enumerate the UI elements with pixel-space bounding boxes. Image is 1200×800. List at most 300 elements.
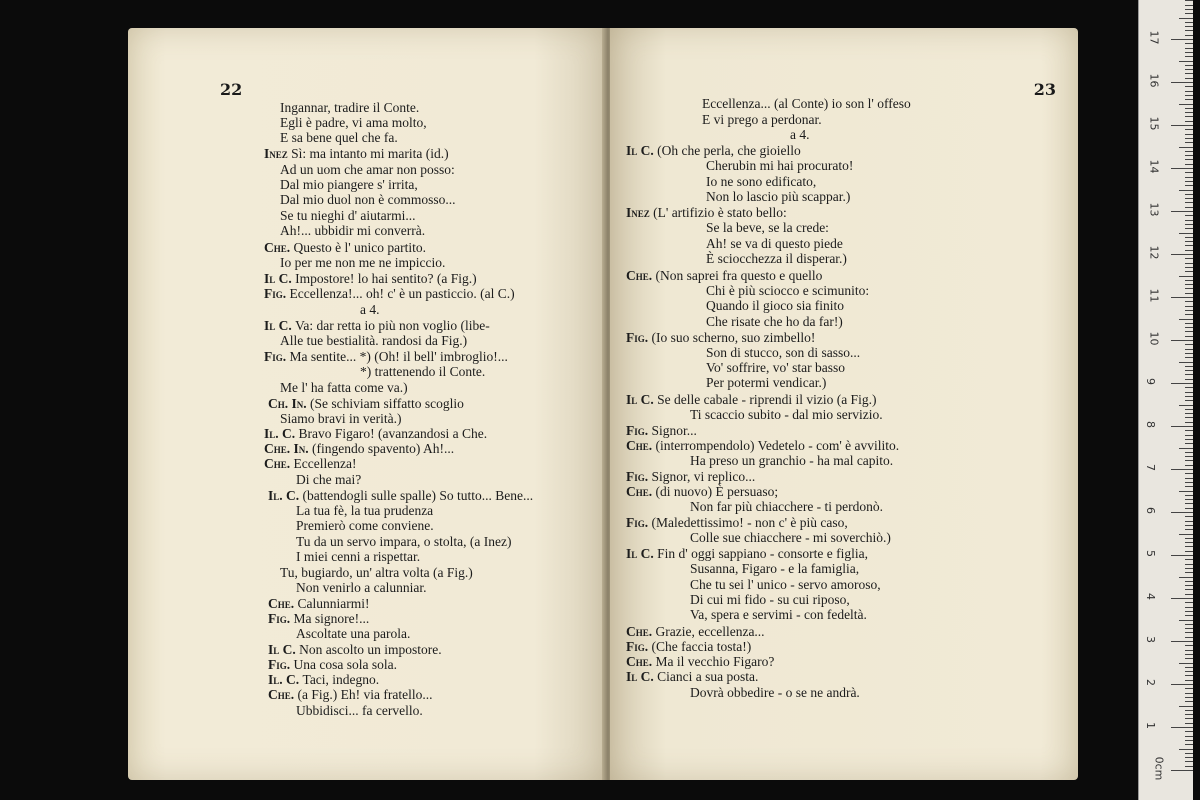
- line-text: Se la beve, se la crede:: [706, 220, 829, 235]
- line-text: E sa bene quel che fa.: [280, 130, 398, 145]
- speaker-label: Il C.: [264, 271, 296, 286]
- ruler-tick: [1185, 30, 1193, 31]
- line-text: Chi è più sciocco e scimunito:: [706, 283, 870, 298]
- left-page-line: [268, 672, 379, 687]
- speaker-label: Fig.: [268, 611, 294, 626]
- right-page-line: [690, 577, 881, 592]
- ruler-tick: [1185, 396, 1193, 397]
- ruler-tick: [1185, 112, 1193, 113]
- ruler-tick: [1185, 714, 1193, 715]
- right-page-line: [706, 375, 826, 390]
- ruler-tick: [1179, 319, 1193, 320]
- speaker-label: Fig.: [626, 330, 652, 345]
- ruler-number: 14: [1147, 159, 1161, 174]
- left-page-line: [360, 302, 380, 317]
- speaker-label: Che. In.: [264, 441, 313, 456]
- left-page-line: [280, 223, 425, 238]
- measuring-ruler: [1138, 0, 1193, 800]
- line-text: Ti scaccio subito - dal mio servizio.: [690, 407, 883, 422]
- line-text: Che tu sei l' unico - servo amoroso,: [690, 577, 881, 592]
- right-page-line: [626, 330, 815, 345]
- ruler-tick: [1185, 551, 1193, 552]
- ruler-tick: [1185, 602, 1193, 603]
- ruler-tick: [1185, 108, 1193, 109]
- left-page-line: [268, 642, 442, 657]
- ruler-tick: [1185, 284, 1193, 285]
- left-page-line: [268, 657, 397, 672]
- ruler-tick: [1179, 577, 1193, 578]
- right-page-line: [706, 283, 869, 298]
- ruler-tick: [1179, 362, 1193, 363]
- speaker-label: Che.: [626, 484, 656, 499]
- ruler-tick: [1185, 693, 1193, 694]
- ruler-tick: [1185, 658, 1193, 659]
- ruler-tick: [1171, 383, 1193, 384]
- right-page-line: [626, 205, 787, 220]
- right-page-line: [706, 314, 843, 329]
- ruler-tick: [1185, 301, 1193, 302]
- ruler-number: 13: [1147, 202, 1161, 217]
- line-text: Cherubin mi hai procurato!: [706, 158, 854, 173]
- ruler-tick: [1185, 486, 1193, 487]
- ruler-tick: [1185, 628, 1193, 629]
- ruler-tick: [1185, 495, 1193, 496]
- line-text: (fingendo spavento) Ah!...: [312, 441, 455, 456]
- right-page-line: [690, 685, 860, 700]
- speaker-label: Che.: [268, 596, 298, 611]
- ruler-tick: [1185, 91, 1193, 92]
- ruler-tick: [1179, 233, 1193, 234]
- line-text: Non ascolto un impostore.: [299, 642, 442, 657]
- right-page-line: [706, 174, 816, 189]
- ruler-tick: [1185, 9, 1193, 10]
- right-page-line: [690, 561, 859, 576]
- right-page-line: [626, 546, 868, 561]
- left-page-line: [264, 286, 515, 301]
- ruler-tick: [1171, 684, 1193, 685]
- left-page-line: [280, 208, 416, 223]
- ruler-number: 4: [1144, 593, 1157, 600]
- left-page-line: [280, 100, 419, 115]
- line-text: Quando il gioco sia finito: [706, 298, 844, 313]
- ruler-tick: [1179, 706, 1193, 707]
- line-text: Eccellenza!... oh! c' è un pasticcio. (al C.): [289, 286, 515, 301]
- line-text: E vi prego a perdonar.: [702, 112, 822, 127]
- ruler-tick: [1185, 56, 1193, 57]
- ruler-tick: [1185, 22, 1193, 23]
- line-text: Io per me non me ne impiccio.: [280, 255, 446, 270]
- ruler-tick: [1185, 48, 1193, 49]
- ruler-tick: [1185, 331, 1193, 332]
- line-text: Alle tue bestialità. randosi da Fig.): [280, 333, 468, 348]
- ruler-tick: [1185, 155, 1193, 156]
- ruler-tick: [1185, 400, 1193, 401]
- line-text: Ingannar, tradire il Conte.: [280, 100, 420, 115]
- ruler-tick: [1185, 710, 1193, 711]
- line-text: Non lo lascio più scappar.): [706, 189, 851, 204]
- ruler-tick: [1185, 374, 1193, 375]
- ruler-tick: [1185, 615, 1193, 616]
- speaker-label: Che.: [264, 240, 294, 255]
- right-page-line: [706, 236, 843, 251]
- ruler-tick: [1185, 503, 1193, 504]
- ruler-tick: [1185, 456, 1193, 457]
- right-page-line: [690, 530, 891, 545]
- ruler-tick: [1185, 198, 1193, 199]
- ruler-tick: [1185, 164, 1193, 165]
- line-text: Ma signore!...: [293, 611, 370, 626]
- line-text: Tu da un servo impara, o stolta, (a Inez): [296, 534, 512, 549]
- ruler-tick: [1185, 452, 1193, 453]
- left-page-line: [296, 472, 361, 487]
- right-page-line: [702, 96, 911, 111]
- ruler-tick: [1185, 181, 1193, 182]
- ruler-tick: [1179, 104, 1193, 105]
- right-page-line: [626, 438, 899, 453]
- ruler-tick: [1185, 306, 1193, 307]
- ruler-number: 8: [1144, 421, 1157, 428]
- line-text: (Che faccia tosta!): [651, 639, 752, 654]
- ruler-number: 10: [1147, 331, 1161, 346]
- line-text: I miei cenni a rispettar.: [296, 549, 421, 564]
- ruler-tick: [1185, 241, 1193, 242]
- ruler-tick: [1185, 422, 1193, 423]
- ruler-tick: [1185, 349, 1193, 350]
- line-text: Egli è padre, vi ama molto,: [280, 115, 427, 130]
- line-text: (Non saprei fra questo e quello: [655, 268, 823, 283]
- left-page-line: [268, 687, 432, 702]
- ruler-tick: [1171, 297, 1193, 298]
- ruler-tick: [1185, 207, 1193, 208]
- speaker-label: Il C.: [268, 642, 300, 657]
- line-text: Di cui mi fido - su cui riposo,: [690, 592, 850, 607]
- ruler-tick: [1185, 731, 1193, 732]
- left-page-line: [264, 456, 356, 471]
- left-page-line: [280, 192, 456, 207]
- right-page: [610, 28, 1078, 780]
- ruler-tick: [1185, 753, 1193, 754]
- ruler-tick: [1179, 276, 1193, 277]
- speaker-label: Che.: [626, 654, 656, 669]
- ruler-tick: [1185, 121, 1193, 122]
- line-text: a 4.: [790, 127, 810, 142]
- speaker-label: Che.: [264, 456, 294, 471]
- ruler-tick: [1185, 435, 1193, 436]
- line-text: Me l' ha fatta come va.): [280, 380, 408, 395]
- right-page-line: [706, 345, 860, 360]
- ruler-tick: [1179, 18, 1193, 19]
- ruler-tick: [1185, 594, 1193, 595]
- ruler-tick: [1185, 718, 1193, 719]
- right-page-line: [626, 484, 778, 499]
- line-text: Di che mai?: [296, 472, 362, 487]
- ruler-tick: [1185, 280, 1193, 281]
- ruler-tick: [1171, 211, 1193, 212]
- ruler-tick: [1185, 460, 1193, 461]
- line-text: Impostore! lo hai sentito? (a Fig.): [295, 271, 477, 286]
- ruler-tick: [1185, 95, 1193, 96]
- left-page-line: [264, 240, 426, 255]
- ruler-tick: [1185, 430, 1193, 431]
- speaker-label: Il C.: [626, 546, 658, 561]
- ruler-tick: [1185, 611, 1193, 612]
- line-text: La tua fè, la tua prudenza: [296, 503, 434, 518]
- left-page-line: [264, 349, 508, 364]
- line-text: Eccellenza... (al Conte) io son l' offeso: [702, 96, 911, 111]
- left-page-line: [280, 333, 467, 348]
- ruler-number: 17: [1147, 30, 1161, 45]
- ruler-tick: [1185, 353, 1193, 354]
- right-page-line: [626, 469, 755, 484]
- speaker-label: Inez: [264, 146, 292, 161]
- ruler-tick: [1185, 379, 1193, 380]
- left-page-line: [280, 130, 398, 145]
- line-text: Signor...: [651, 423, 697, 438]
- ruler-tick: [1185, 138, 1193, 139]
- ruler-tick: [1185, 675, 1193, 676]
- ruler-tick: [1185, 43, 1193, 44]
- ruler-tick: [1185, 5, 1193, 6]
- ruler-number: 15: [1147, 116, 1161, 131]
- ruler-tick: [1185, 671, 1193, 672]
- ruler-tick: [1185, 220, 1193, 221]
- ruler-tick: [1185, 172, 1193, 173]
- right-page-line: [706, 298, 844, 313]
- ruler-tick: [1179, 491, 1193, 492]
- line-text: Grazie, eccellenza...: [655, 624, 765, 639]
- ruler-tick: [1185, 267, 1193, 268]
- ruler-tick: [1185, 310, 1193, 311]
- ruler-tick: [1185, 366, 1193, 367]
- ruler-tick: [1171, 598, 1193, 599]
- speaker-label: Il C.: [264, 318, 296, 333]
- ruler-tick: [1185, 757, 1193, 758]
- ruler-tick: [1185, 585, 1193, 586]
- left-page-line: [264, 271, 477, 286]
- ruler-tick: [1185, 224, 1193, 225]
- right-page-line: [706, 189, 850, 204]
- ruler-tick: [1185, 116, 1193, 117]
- ruler-tick: [1185, 177, 1193, 178]
- ruler-tick: [1185, 13, 1193, 14]
- line-text: Va: dar retta io più non voglio (libe-: [295, 318, 490, 333]
- left-page-line: [268, 596, 370, 611]
- right-page-line: [626, 654, 774, 669]
- line-text: Io ne sono edificato,: [706, 174, 817, 189]
- line-text: Ma sentite... *) (Oh! il bell' imbroglio!...: [289, 349, 508, 364]
- ruler-tick: [1185, 559, 1193, 560]
- line-text: Questo è l' unico partito.: [293, 240, 427, 255]
- line-text: Sì: ma intanto mi marita (id.): [291, 146, 449, 161]
- ruler-tick: [1185, 478, 1193, 479]
- left-page-line: [264, 146, 449, 161]
- line-text: *) trattenendo il Conte.: [360, 364, 486, 379]
- ruler-tick: [1185, 78, 1193, 79]
- left-page-line: [268, 488, 533, 503]
- ruler-tick: [1185, 258, 1193, 259]
- line-text: Dovrà obbedire - o se ne andrà.: [690, 685, 860, 700]
- ruler-tick: [1185, 538, 1193, 539]
- ruler-tick: [1185, 202, 1193, 203]
- speaker-label: Fig.: [264, 349, 290, 364]
- line-text: Susanna, Figaro - e la famiglia,: [690, 561, 860, 576]
- ruler-tick: [1185, 723, 1193, 724]
- line-text: Se delle cabale - riprendi il vizio (a Fig.): [657, 392, 877, 407]
- ruler-tick: [1185, 581, 1193, 582]
- ruler-tick: [1185, 701, 1193, 702]
- line-text: Per potermi vendicar.): [706, 375, 827, 390]
- ruler-tick: [1185, 323, 1193, 324]
- ruler-tick: [1185, 392, 1193, 393]
- ruler-tick: [1171, 125, 1193, 126]
- right-page-line: [626, 515, 848, 530]
- ruler-tick: [1185, 697, 1193, 698]
- speaker-label: Fig.: [626, 515, 652, 530]
- speaker-label: Il C.: [626, 143, 658, 158]
- left-page-line: [296, 518, 434, 533]
- ruler-number: 6: [1144, 507, 1157, 514]
- ruler-number: 0cm: [1152, 756, 1166, 781]
- ruler-tick: [1185, 69, 1193, 70]
- ruler-tick: [1179, 405, 1193, 406]
- left-page-line: [280, 162, 455, 177]
- ruler-tick: [1185, 736, 1193, 737]
- speaker-label: Inez: [626, 205, 654, 220]
- right-page-line: [626, 143, 801, 158]
- line-text: (L' artifizio è stato bello:: [653, 205, 787, 220]
- ruler-tick: [1185, 357, 1193, 358]
- line-text: Non venirlo a calunniar.: [296, 580, 427, 595]
- left-page-line: [264, 318, 490, 333]
- left-page-line: [268, 611, 369, 626]
- line-text: (Maledettissimo! - non c' è più caso,: [651, 515, 848, 530]
- ruler-tick: [1179, 61, 1193, 62]
- left-page-line: [360, 364, 485, 379]
- ruler-tick: [1185, 607, 1193, 608]
- line-text: Ubbidisci... fa cervello.: [296, 703, 423, 718]
- page-number-left: 22: [220, 80, 243, 99]
- ruler-tick: [1185, 654, 1193, 655]
- ruler-tick: [1185, 86, 1193, 87]
- left-page-line: [280, 177, 418, 192]
- ruler-tick: [1185, 542, 1193, 543]
- left-page-line: [280, 411, 401, 426]
- speaker-label: Fig.: [268, 657, 294, 672]
- ruler-tick: [1185, 387, 1193, 388]
- ruler-tick: [1185, 417, 1193, 418]
- ruler-tick: [1185, 52, 1193, 53]
- speaker-label: Che.: [626, 268, 656, 283]
- right-page-line: [690, 499, 883, 514]
- line-text: Dal mio piangere s' irrita,: [280, 177, 418, 192]
- line-text: Ah! se va di questo piede: [706, 236, 843, 251]
- ruler-tick: [1185, 159, 1193, 160]
- speaker-label: Che.: [268, 687, 298, 702]
- left-page-line: [280, 255, 445, 270]
- ruler-tick: [1185, 336, 1193, 337]
- ruler-tick: [1185, 194, 1193, 195]
- line-text: Cianci a sua posta.: [657, 669, 759, 684]
- ruler-number: 16: [1147, 73, 1161, 88]
- line-text: (Io suo scherno, suo zimbello!: [651, 330, 816, 345]
- ruler-tick: [1171, 512, 1193, 513]
- ruler-number: 1: [1144, 722, 1157, 729]
- line-text: (di nuovo) È persuaso;: [655, 484, 779, 499]
- ruler-tick: [1185, 370, 1193, 371]
- right-page-line: [702, 112, 822, 127]
- ruler-number: 11: [1147, 288, 1161, 303]
- line-text: Taci, indegno.: [302, 672, 380, 687]
- line-text: Non far più chiacchere - ti perdonò.: [690, 499, 884, 514]
- speaker-label: Che.: [626, 624, 656, 639]
- right-page-line: [626, 624, 765, 639]
- right-page-line: [690, 453, 893, 468]
- ruler-tick: [1185, 314, 1193, 315]
- left-page-line: [280, 565, 473, 580]
- ruler-tick: [1185, 293, 1193, 294]
- ruler-tick: [1185, 624, 1193, 625]
- line-text: Bravo Figaro! (avanzandosi a Che.: [298, 426, 488, 441]
- ruler-tick: [1179, 147, 1193, 148]
- ruler-tick: [1185, 688, 1193, 689]
- ruler-tick: [1185, 516, 1193, 517]
- ruler-tick: [1185, 151, 1193, 152]
- ruler-tick: [1185, 185, 1193, 186]
- line-text: Ah!... ubbidir mi converrà.: [280, 223, 426, 238]
- left-page-line: [296, 580, 426, 595]
- speaker-label: Il. C.: [268, 672, 303, 687]
- line-text: Vo' soffrire, vo' star basso: [706, 360, 845, 375]
- ruler-tick: [1171, 39, 1193, 40]
- ruler-tick: [1171, 426, 1193, 427]
- line-text: (battendogli sulle spalle) So tutto... Bene...: [302, 488, 534, 503]
- right-page-line: [690, 592, 850, 607]
- line-text: Calunniarmi!: [297, 596, 370, 611]
- left-page-line: [296, 534, 511, 549]
- line-text: Una cosa sola sola.: [293, 657, 397, 672]
- ruler-tick: [1185, 529, 1193, 530]
- ruler-tick: [1185, 632, 1193, 633]
- line-text: Colle sue chiacchere - mi soverchiò.): [690, 530, 891, 545]
- ruler-tick: [1185, 215, 1193, 216]
- ruler-tick: [1171, 82, 1193, 83]
- ruler-tick: [1185, 761, 1193, 762]
- left-page-line: [280, 380, 408, 395]
- line-text: Son di stucco, son di sasso...: [706, 345, 861, 360]
- line-text: Siamo bravi in verità.): [280, 411, 402, 426]
- right-page-line: [626, 639, 751, 654]
- ruler-tick: [1185, 129, 1193, 130]
- ruler-tick: [1185, 667, 1193, 668]
- ruler-tick: [1185, 0, 1193, 1]
- right-page-line: [790, 127, 810, 142]
- ruler-tick: [1171, 641, 1193, 642]
- ruler-tick: [1185, 409, 1193, 410]
- ruler-tick: [1185, 645, 1193, 646]
- speaker-label: Il. C.: [264, 426, 299, 441]
- line-text: Dal mio duol non è commosso...: [280, 192, 456, 207]
- left-page-line: [296, 503, 433, 518]
- ruler-number: 2: [1144, 679, 1157, 686]
- ruler-tick: [1185, 589, 1193, 590]
- ruler-tick: [1171, 555, 1193, 556]
- right-page-line: [626, 423, 697, 438]
- line-text: Ascoltate una parola.: [296, 626, 411, 641]
- ruler-tick: [1185, 250, 1193, 251]
- right-page-line: [706, 251, 847, 266]
- ruler-tick: [1179, 190, 1193, 191]
- page-number-right: 23: [1033, 80, 1056, 99]
